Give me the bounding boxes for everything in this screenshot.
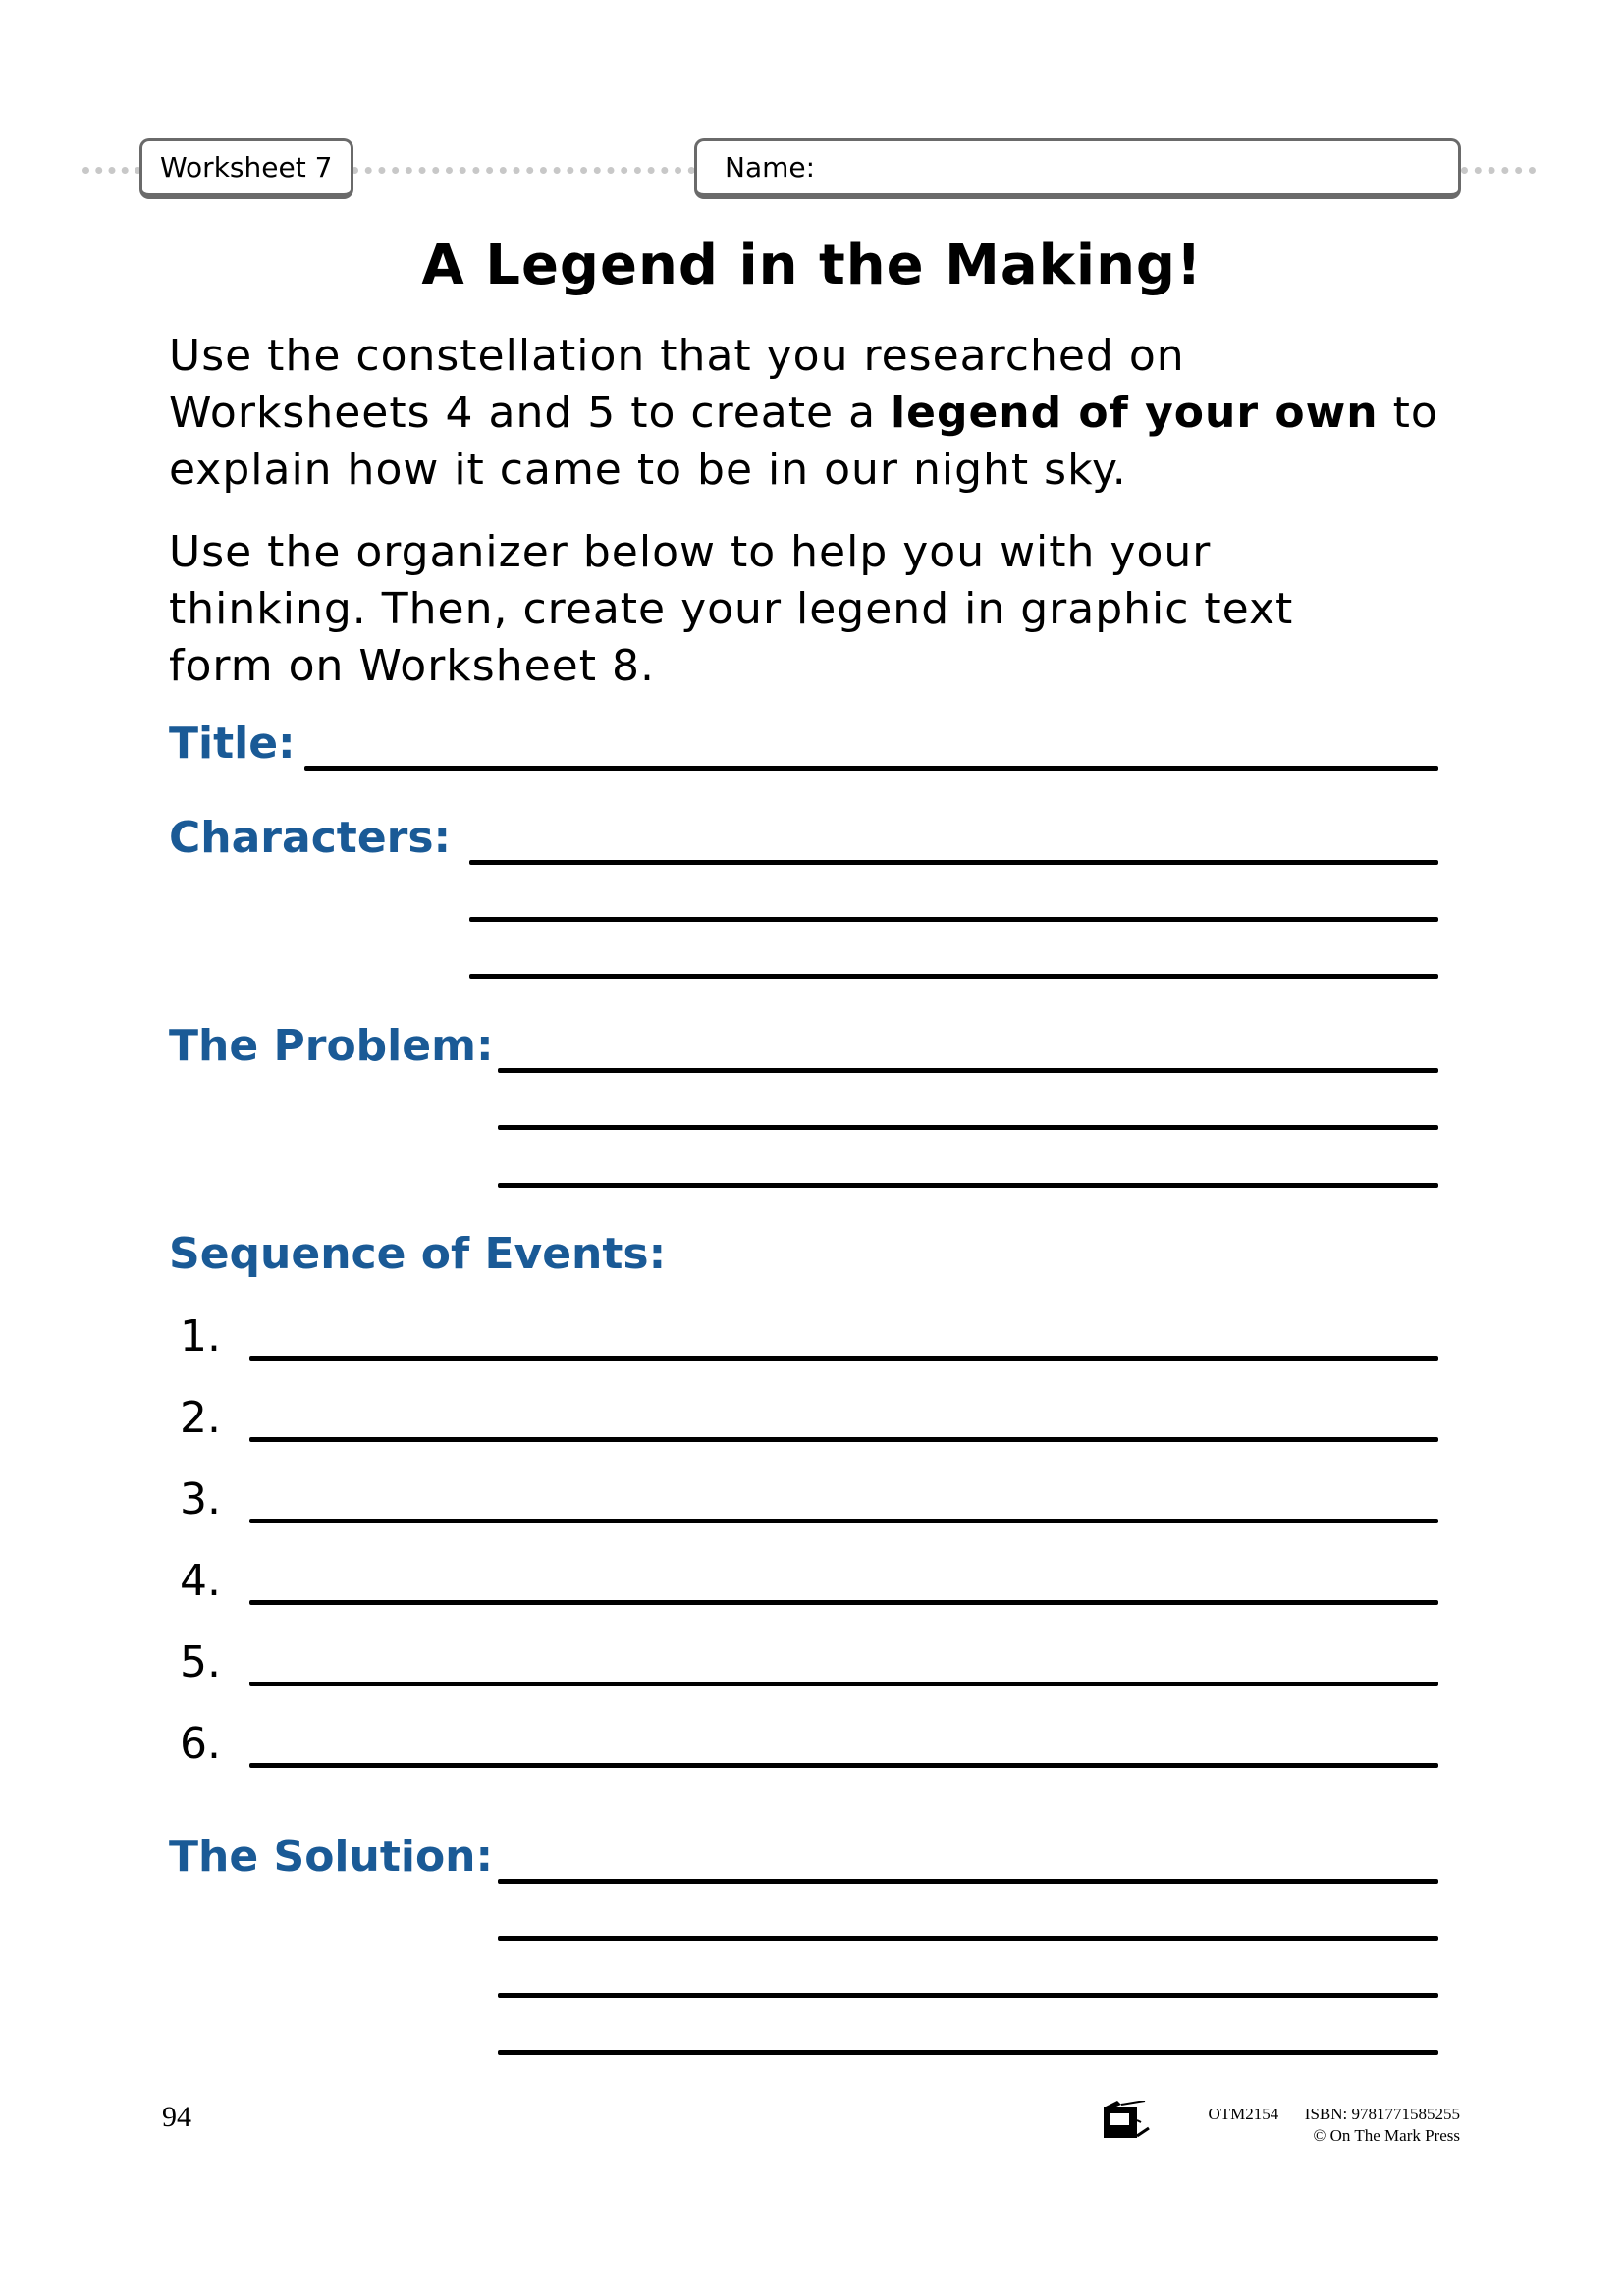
instructions-line bbox=[169, 385, 1438, 442]
name-field-label: Name: bbox=[725, 151, 816, 184]
instructions-line: explain how it came to be in our night sky. bbox=[169, 445, 1127, 495]
characters-write-line-3[interactable] bbox=[469, 974, 1438, 979]
worksheet-number-label: Worksheet 7 bbox=[160, 151, 333, 184]
sequence-number: 4. bbox=[180, 1556, 221, 1606]
sequence-number: 5. bbox=[180, 1637, 221, 1687]
characters-write-line-1[interactable] bbox=[469, 860, 1438, 865]
footer-publication-info bbox=[1190, 2104, 1460, 2147]
header-dotted-rule-right bbox=[1461, 167, 1536, 174]
name-field[interactable] bbox=[694, 138, 1461, 199]
copyright: © On The Mark Press bbox=[1313, 2126, 1460, 2145]
solution-write-line-4[interactable] bbox=[498, 2050, 1438, 2055]
sequence-write-line-6[interactable] bbox=[249, 1763, 1438, 1768]
instructions-line: form on Worksheet 8. bbox=[169, 641, 655, 691]
copier-icon bbox=[1104, 2101, 1178, 2140]
problem-write-line-3[interactable] bbox=[498, 1183, 1438, 1188]
isbn: ISBN: 9781771585255 bbox=[1304, 2105, 1460, 2123]
instructions-text: Worksheets 4 and 5 to create a bbox=[169, 388, 892, 438]
solution-write-line-2[interactable] bbox=[498, 1936, 1438, 1941]
sequence-write-line-5[interactable] bbox=[249, 1682, 1438, 1686]
solution-write-line-3[interactable] bbox=[498, 1993, 1438, 1998]
sequence-write-line-1[interactable] bbox=[249, 1356, 1438, 1361]
product-code: OTM2154 bbox=[1208, 2105, 1279, 2123]
instructions-paragraph-2 bbox=[169, 524, 1293, 695]
title-label: Title: bbox=[169, 719, 296, 769]
sequence-number: 1. bbox=[180, 1311, 221, 1362]
characters-write-line-2[interactable] bbox=[469, 917, 1438, 922]
sequence-write-line-4[interactable] bbox=[249, 1600, 1438, 1605]
sequence-number: 2. bbox=[180, 1393, 221, 1443]
sequence-write-line-3[interactable] bbox=[249, 1519, 1438, 1523]
solution-label: The Solution: bbox=[169, 1832, 494, 1882]
page-title: A Legend in the Making! bbox=[421, 234, 1203, 297]
header-dotted-rule-middle bbox=[352, 167, 695, 174]
instructions-line: thinking. Then, create your legend in graphic text bbox=[169, 584, 1294, 634]
instructions-line: Use the constellation that you researched on bbox=[169, 331, 1185, 381]
instructions-text: to bbox=[1378, 388, 1438, 438]
header-dotted-rule-left bbox=[82, 167, 141, 174]
sequence-number: 6. bbox=[180, 1719, 221, 1769]
page-number: 94 bbox=[162, 2101, 191, 2133]
sequence-label: Sequence of Events: bbox=[169, 1229, 667, 1279]
problem-label: The Problem: bbox=[169, 1021, 494, 1071]
solution-write-line-1[interactable] bbox=[498, 1879, 1438, 1884]
problem-write-line-2[interactable] bbox=[498, 1125, 1438, 1130]
worksheet-number-box bbox=[139, 138, 353, 199]
characters-label: Characters: bbox=[169, 813, 452, 863]
instructions-paragraph-1 bbox=[169, 328, 1438, 499]
footer-codes bbox=[1190, 2104, 1460, 2125]
title-write-line[interactable] bbox=[304, 766, 1438, 771]
sequence-write-line-2[interactable] bbox=[249, 1437, 1438, 1442]
instructions-line: Use the organizer below to help you with your bbox=[169, 527, 1212, 577]
sequence-number: 3. bbox=[180, 1474, 221, 1524]
emphasis-text: legend of your own bbox=[891, 388, 1379, 438]
problem-write-line-1[interactable] bbox=[498, 1068, 1438, 1073]
